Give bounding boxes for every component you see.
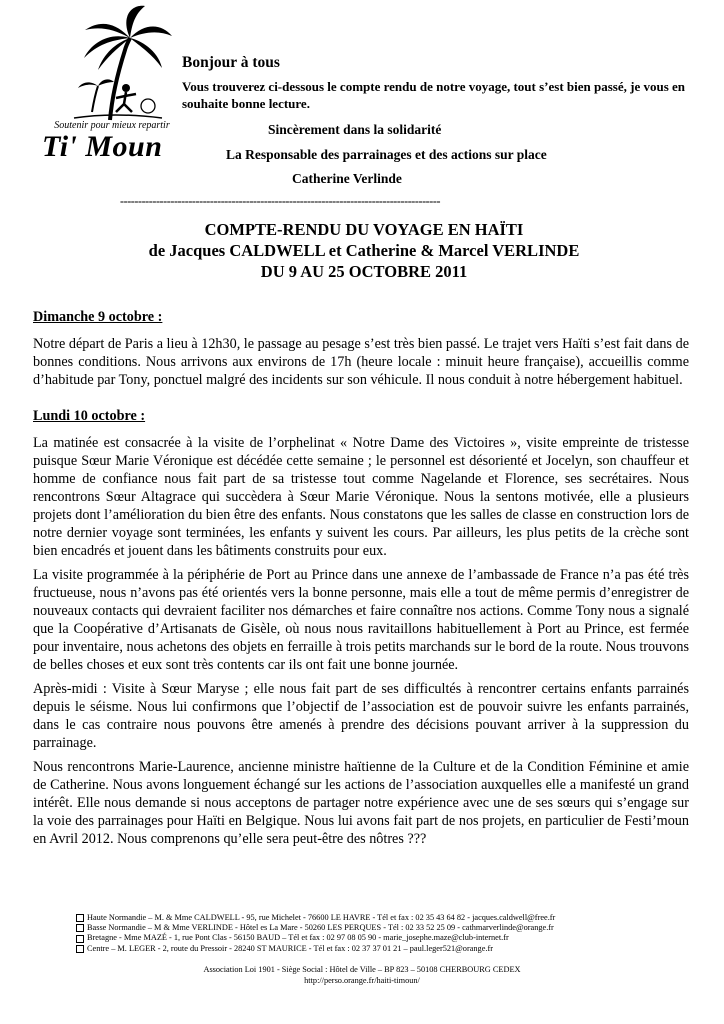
title-line-1: COMPTE-RENDU DU VOYAGE EN HAÏTI [204,220,524,239]
intro-text: Vous trouverez ci-dessous le compte rendu de notre voyage, tout s’est bien passé, je vous en souhaite bonne lecture. [182,79,686,111]
signature-line: Catherine Verlinde [292,171,402,186]
header-block [182,54,697,112]
checkbox-icon [76,924,84,932]
footer-contact-line: Haute Normandie – M. & Mme CALDWELL - 95, rue Michelet - 76600 LE HAVRE - Tél et fax : 02 35 43 64 82 - jacques.caldwell@free.fr [76,913,676,923]
footer-contacts [76,913,676,954]
paragraph: La matinée est consacrée à la visite de l’orphelinat « Notre Dame des Victoires », visite empreinte de tristesse puisque Sœur Marie Véronique est décédée cette semaine ; le personnel est désorienté et Jocelyn, son chauffeur et homme de confiance nous fait part de sa tristesse tout comme Nagelande et Florence, ses secrétaires. Nous rencontrons Sœur Altagrace qui succèdera à Sœur Marie Véronique. Nous la sentons motivée, elle a plusieurs projets dont l’amélioration du bien être des enfants. Nous constatons que les salles de classe en construction lors de notre dernier voyage sont terminées, les enfants y suivent les cours. Par ailleurs, les plus petits de la crèche sont bien encadrés et jouent dans les bâtiments construits pour eux. [33,435,689,559]
website-link[interactable]: http://perso.orange.fr/haiti-timoun/ [304,975,420,985]
footer-contact-line: Bretagne - Mme MAZÉ - 1, rue Pont Clas - 56150 BAUD – Tél et fax : 02 97 08 05 90 - marie_josephe.maze@club-internet.fr [76,933,676,943]
paragraph: Après-midi : Visite à Sœur Maryse ; elle nous fait part de ses difficultés à rencontrer certains enfants parrainés depuis le séisme. Nous lui confirmons que l’objectif de l’association est de pouvoir suivre les enfants parrainés, dans le cas contraire nous pouvons être amenés à prendre des décisions pouvant arriver à la suppression du parrainage. [33,681,689,751]
footer-contact-line: Basse Normandie – M & Mme VERLINDE - Hôtel es La Mare - 50260 LES PERQUES - Tél : 02 33 52 25 09 - cathmarverlinde@orange.fr [76,923,676,933]
day-heading-monday: Lundi 10 octobre : [33,408,146,424]
logo-tagline: Soutenir pour mieux repartir [54,120,170,131]
association-address: Association Loi 1901 - Siège Social : Hôtel de Ville – BP 823 – 50108 CHERBOURG CEDEX [203,965,521,974]
closing-line: Sincèrement dans la solidarité [268,122,442,137]
paragraph: La visite programmée à la périphérie de Port au Prince dans une annexe de l’ambassade de France n’a pas été très fructueuse, nous n’avons pas été orientés vers la bonne personne, mais elle a tout de même permis d’enregistrer de nouveaux contacts qui devraient faciliter nos démarches et faire connaître nos actions. Comme Tony nous a signalé que la Coopérative d’Artisanats de Gisèle, où nous nous ravitaillons habituellement à Port au Prince, est fermée pour inventaire, nous achetons des objets en ferraille à trois petits marchands sur le bord de la route. Nous trouvons de belles choses et eux sont très contents car ils ont fait une bonne journée. [33,567,689,673]
day-heading-sunday: Dimanche 9 octobre : [33,309,163,325]
footer-contact-line: Centre – M. LEGER - 2, route du Pressoir - 28240 ST MAURICE - Tél et fax : 02 37 37 01 21 – paul.leger521@orange.fr [76,944,676,954]
checkbox-icon [76,914,84,922]
footer-association [0,965,724,986]
title-line-3: DU 9 AU 25 OCTOBRE 2011 [260,262,468,281]
role-line: La Responsable des parrainages et des actions sur place [226,147,547,162]
paragraph: Nous rencontrons Marie-Laurence, ancienne ministre haïtienne de la Culture et de la Condition Féminine et amie de Catherine. Nous avons longuement échangé sur les actions de l’association auxquelles elle a manifesté un grand intérêt. Elle nous demande si nous acceptons de partager notre expérience avec une de ses sœurs qui s’engage sur la voie des parrainages pour Haïti en Belgique. Nous lui avons fait part de nos projets, en particulier de Festi’moun en Avril 2012. Nous comprenons qu’elle sera peut-être des nôtres ??? [33,759,689,847]
checkbox-icon [76,935,84,943]
logo-name: Ti' Moun [42,130,163,163]
separator-line: ----------------------------------------------------------------------------------------- [120,194,441,208]
paragraph: Notre départ de Paris a lieu à 12h30, le passage au pesage s’est très bien passé. Le trajet vers Haïti s’est fait dans de bonnes conditions. Nous arrivons aux environs de 17h (heure locale : minuit heure française), accueillis comme d’habitude par Tony, ponctuel malgré des incidents sur son véhicule. Il nous conduit à notre hébergement habituel. [33,336,689,388]
title-line-2: de Jacques CALDWELL et Catherine & Marcel VERLINDE [148,241,580,260]
report-title [40,219,688,282]
greeting: Bonjour à tous [182,54,280,71]
checkbox-icon [76,945,84,953]
report-body [33,308,689,854]
